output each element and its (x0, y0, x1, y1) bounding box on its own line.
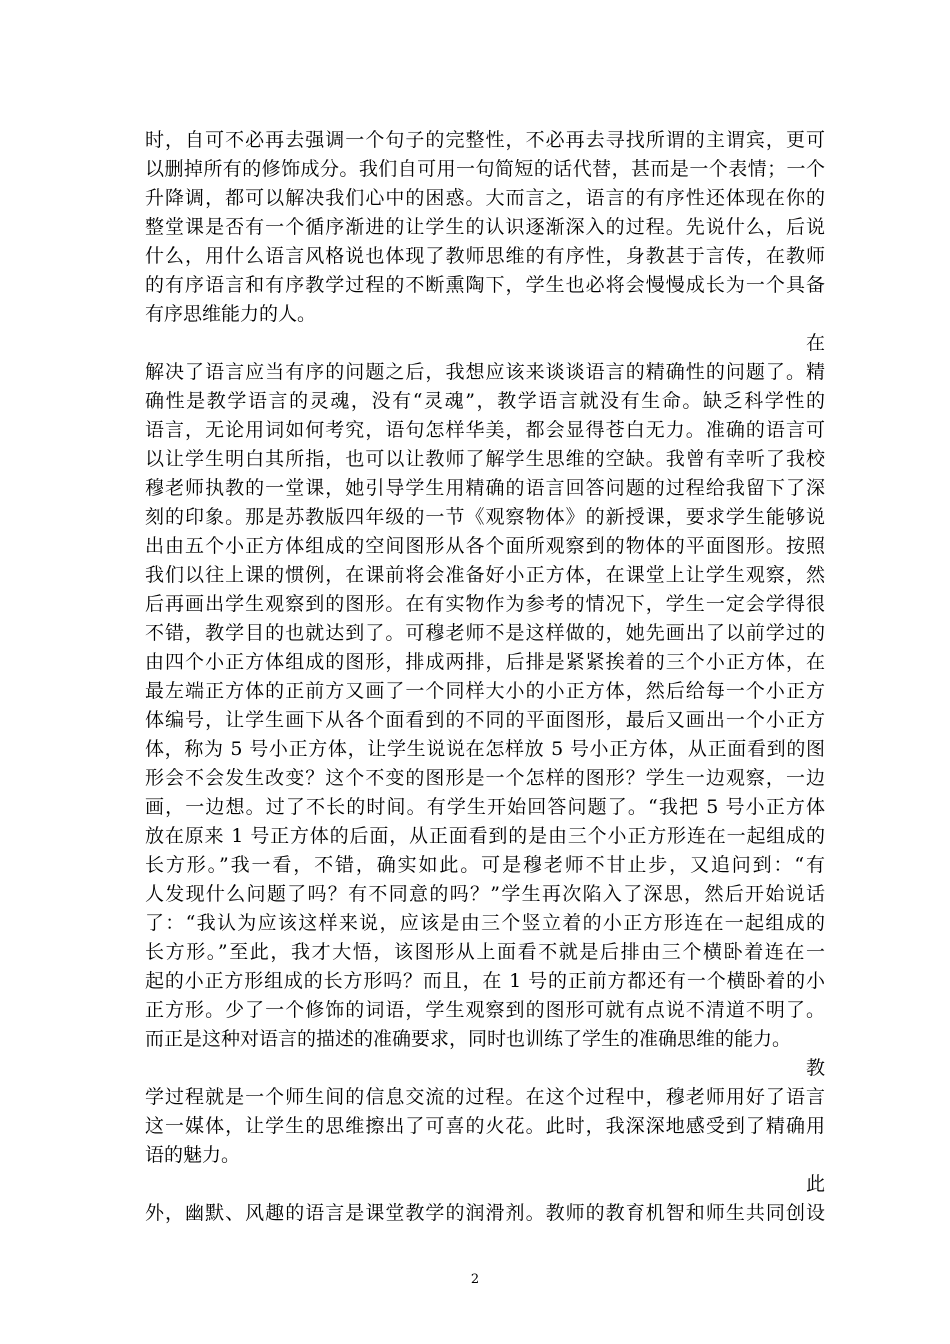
text-line: 人发现什么问题了吗？有不同意的吗？”学生再次陷入了深思，然后开始说话 (145, 883, 825, 905)
text-line: 体，称为 5 号小正方体，让学生说说在怎样放 5 号小正方体，从正面看到的图 (145, 738, 825, 760)
text-line: 长方形。”我一看，不错，确实如此。可是穆老师不甘止步，又追问到：“有 (145, 854, 825, 876)
text-line: 了：“我认为应该这样来说，应该是由三个竖立着的小正方形连在一起组成的 (145, 912, 825, 934)
text-line: 外，幽默、风趣的语言是课堂教学的润滑剂。教师的教育机智和师生共同创设 (145, 1202, 825, 1224)
paragraph-start-marker: 在 (805, 332, 825, 354)
text-line: 刻的印象。那是苏教版四年级的一节《观察物体》的新授课，要求学生能够说 (145, 506, 825, 528)
text-line: 解决了语言应当有序的问题之后，我想应该来谈谈语言的精确性的问题了。精 (145, 361, 825, 383)
page-number: 2 (470, 1272, 480, 1287)
text-line: 正方形。少了一个修饰的词语，学生观察到的图形可就有点说不清道不明了。 (145, 999, 825, 1021)
text-line: 不错，教学目的也就达到了。可穆老师不是这样做的，她先画出了以前学过的 (145, 622, 825, 644)
text-line: 体编号，让学生画下从各个面看到的不同的平面图形，最后又画出一个小正方 (145, 709, 825, 731)
text-line: 起的小正方形组成的长方形吗？而且，在 1 号的正前方都还有一个横卧着的小 (145, 970, 825, 992)
text-line: 画，一边想。过了不长的时间。有学生开始回答问题了。“我把 5 号小正方体 (145, 796, 825, 818)
text-line: 有序思维能力的人。 (145, 303, 317, 325)
text-line: 以删掉所有的修饰成分。我们自可用一句简短的话代替，甚而是一个表情；一个 (145, 158, 825, 180)
text-line: 最左端正方体的正前方又画了一个同样大小的小正方体，然后给每一个小正方 (145, 680, 825, 702)
paragraph-start-marker: 教 (805, 1057, 825, 1079)
text-line: 形会不会发生改变？这个不变的图形是一个怎样的图形？学生一边观察，一边 (145, 767, 825, 789)
text-line: 以让学生明白其所指，也可以让教师了解学生思维的空缺。我曾有幸听了我校 (145, 448, 825, 470)
text-line: 穆老师执教的一堂课，她引导学生用精确的语言回答问题的过程给我留下了深 (145, 477, 825, 499)
text-line: 后再画出学生观察到的图形。在有实物作为参考的情况下，学生一定会学得很 (145, 593, 825, 615)
text-line: 出由五个小正方体组成的空间图形从各个面所观察到的物体的平面图形。按照 (145, 535, 825, 557)
text-line: 整堂课是否有一个循序渐进的让学生的认识逐渐深入的过程。先说什么，后说 (145, 216, 825, 238)
text-line: 语的魅力。 (145, 1144, 241, 1166)
text-line: 由四个小正方体组成的图形，排成两排，后排是紧紧挨着的三个小正方体，在 (145, 651, 825, 673)
text-line: 语言，无论用词如何考究，语句怎样华美，都会显得苍白无力。准确的语言可 (145, 419, 825, 441)
text-line: 而正是这种对语言的描述的准确要求，同时也训练了学生的准确思维的能力。 (145, 1028, 792, 1050)
text-line: 学过程就是一个师生间的信息交流的过程。在这个过程中，穆老师用好了语言 (145, 1086, 825, 1108)
text-line: 的有序语言和有序教学过程的不断熏陶下，学生也必将会慢慢成长为一个具备 (145, 274, 825, 296)
text-line: 升降调，都可以解决我们心中的困惑。大而言之，语言的有序性还体现在你的 (145, 187, 825, 209)
text-line: 我们以往上课的惯例，在课前将会准备好小正方体，在课堂上让学生观察，然 (145, 564, 825, 586)
text-line: 长方形。”至此，我才大悟，该图形从上面看不就是后排由三个横卧着连在一 (145, 941, 825, 963)
text-line: 确性是教学语言的灵魂，没有“灵魂”，教学语言就没有生命。缺乏科学性的 (145, 390, 825, 412)
text-line: 放在原来 1 号正方体的后面，从正面看到的是由三个小正方形连在一起组成的 (145, 825, 825, 847)
paragraph-start-marker: 此 (805, 1173, 825, 1195)
text-line: 什么，用什么语言风格说也体现了教师思维的有序性，身教甚于言传，在教师 (145, 245, 825, 267)
text-line: 这一媒体，让学生的思维擦出了可喜的火花。此时，我深深地感受到了精确用 (145, 1115, 825, 1137)
text-line: 时，自可不必再去强调一个句子的完整性，不必再去寻找所谓的主谓宾，更可 (145, 129, 825, 151)
